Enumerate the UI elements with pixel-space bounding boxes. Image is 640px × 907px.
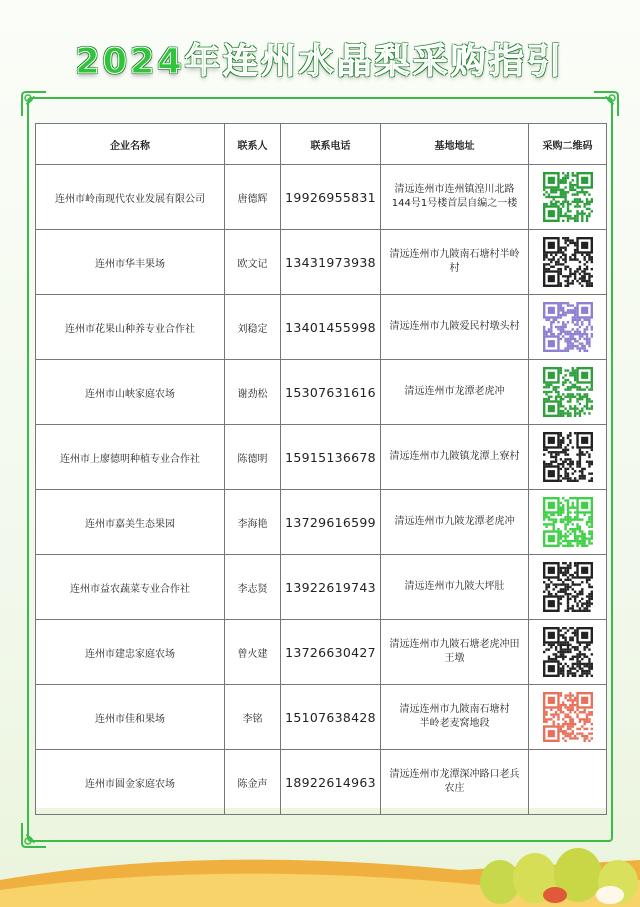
table-row <box>36 165 607 230</box>
qr-code-icon <box>543 692 593 742</box>
qr-cell <box>529 620 607 685</box>
address-cell <box>381 490 529 555</box>
contact-cell: 刘稳定 <box>225 295 281 360</box>
qr-cell <box>529 230 607 295</box>
table-row <box>36 620 607 685</box>
qr-cell <box>529 360 607 425</box>
address-cell <box>381 750 529 815</box>
company-name-cell: 连州市佳和果场 <box>36 685 225 750</box>
phone-cell: 13401455998 <box>281 295 381 360</box>
phone-cell: 19926955831 <box>281 165 381 230</box>
header-company: 企业名称 <box>36 124 225 165</box>
phone-cell: 15915136678 <box>281 425 381 490</box>
address-line: 清远连州市九陂镇龙潭上寮村 <box>389 451 520 462</box>
header-qr: 采购二维码 <box>529 124 607 165</box>
header-address: 基地地址 <box>381 124 529 165</box>
supplier-table <box>35 123 606 808</box>
address-cell <box>381 230 529 295</box>
qr-code-icon <box>543 172 593 222</box>
qr-code-icon <box>543 627 593 677</box>
phone-cell: 15107638428 <box>281 685 381 750</box>
qr-cell <box>529 685 607 750</box>
table-row <box>36 490 607 555</box>
table-row <box>36 295 607 360</box>
corner-ornament-icon <box>20 90 48 118</box>
contact-cell: 陈金声 <box>225 750 281 815</box>
qr-code-icon <box>543 302 593 352</box>
contact-cell: 谢劲松 <box>225 360 281 425</box>
company-name-cell: 连州市上廖德明种植专业合作社 <box>36 425 225 490</box>
table-row <box>36 230 607 295</box>
qr-code-icon <box>543 497 593 547</box>
page-title: 2024年连州水晶梨采购指引 <box>75 42 565 82</box>
address-line: 清远连州市九陂南石塘村 <box>399 704 510 715</box>
phone-cell: 15307631616 <box>281 360 381 425</box>
qr-cell <box>529 165 607 230</box>
address-line: 清远连州市龙潭老虎冲 <box>404 386 505 397</box>
address-cell <box>381 295 529 360</box>
address-line: 清远连州市九陂爱民村墩头村 <box>389 321 520 332</box>
phone-cell: 13922619743 <box>281 555 381 620</box>
sliced-pear-icon <box>596 886 624 904</box>
company-name-cell: 连州市建忠家庭农场 <box>36 620 225 685</box>
table-row <box>36 425 607 490</box>
contact-cell: 唐德辉 <box>225 165 281 230</box>
phone-cell: 18922614963 <box>281 750 381 815</box>
table-row <box>36 360 607 425</box>
pear-decoration <box>0 840 640 907</box>
company-name-cell: 连州市山峡家庭农场 <box>36 360 225 425</box>
address-line: 清远连州市龙潭深冲路口老兵农庄 <box>389 769 520 794</box>
address-line: 清远连州市九陂南石塘村半岭村 <box>389 249 520 274</box>
qr-cell <box>529 425 607 490</box>
qr-cell <box>529 295 607 360</box>
qr-code-icon <box>543 367 593 417</box>
qr-cell <box>529 555 607 620</box>
company-name-cell: 连州市花果山种养专业合作社 <box>36 295 225 360</box>
address-line: 144号1号楼首层自编之一楼 <box>391 198 518 209</box>
company-name-cell: 连州市嘉美生态果园 <box>36 490 225 555</box>
table-row <box>36 555 607 620</box>
address-line: 清远连州市九陂石塘老虎冲田王墩 <box>389 639 520 664</box>
address-cell <box>381 165 529 230</box>
address-line: 清远连州市九陂龙潭老虎冲 <box>394 516 515 527</box>
corner-ornament-icon <box>592 90 620 118</box>
address-cell <box>381 360 529 425</box>
company-name-cell: 连州市益农蔬菜专业合作社 <box>36 555 225 620</box>
qr-cell <box>529 490 607 555</box>
red-fruit-icon <box>543 887 567 903</box>
table-row <box>36 685 607 750</box>
header-contact: 联系人 <box>225 124 281 165</box>
qr-cell <box>529 750 607 815</box>
address-cell <box>381 685 529 750</box>
company-name-cell: 连州市华丰果场 <box>36 230 225 295</box>
table-row <box>36 750 607 815</box>
qr-code-icon <box>543 562 593 612</box>
qr-code-icon <box>543 432 593 482</box>
address-cell <box>381 425 529 490</box>
company-name-cell: 连州市岭南现代农业发展有限公司 <box>36 165 225 230</box>
phone-cell: 13431973938 <box>281 230 381 295</box>
address-cell <box>381 555 529 620</box>
header-phone: 联系电话 <box>281 124 381 165</box>
address-cell <box>381 620 529 685</box>
contact-cell: 欧文记 <box>225 230 281 295</box>
table-header-row <box>36 124 607 165</box>
contact-cell: 李志贤 <box>225 555 281 620</box>
address-line: 清远连州市连州镇湟川北路 <box>394 184 515 195</box>
phone-cell: 13729616599 <box>281 490 381 555</box>
qr-code-icon <box>543 237 593 287</box>
address-line: 清远连州市九陂大坪肚 <box>404 581 505 592</box>
contact-cell: 陈德明 <box>225 425 281 490</box>
address-line: 半岭老麦窝地段 <box>419 718 490 729</box>
contact-cell: 曾火建 <box>225 620 281 685</box>
contact-cell: 李铭 <box>225 685 281 750</box>
company-name-cell: 连州市圆金家庭农场 <box>36 750 225 815</box>
phone-cell: 13726630427 <box>281 620 381 685</box>
contact-cell: 李海艳 <box>225 490 281 555</box>
